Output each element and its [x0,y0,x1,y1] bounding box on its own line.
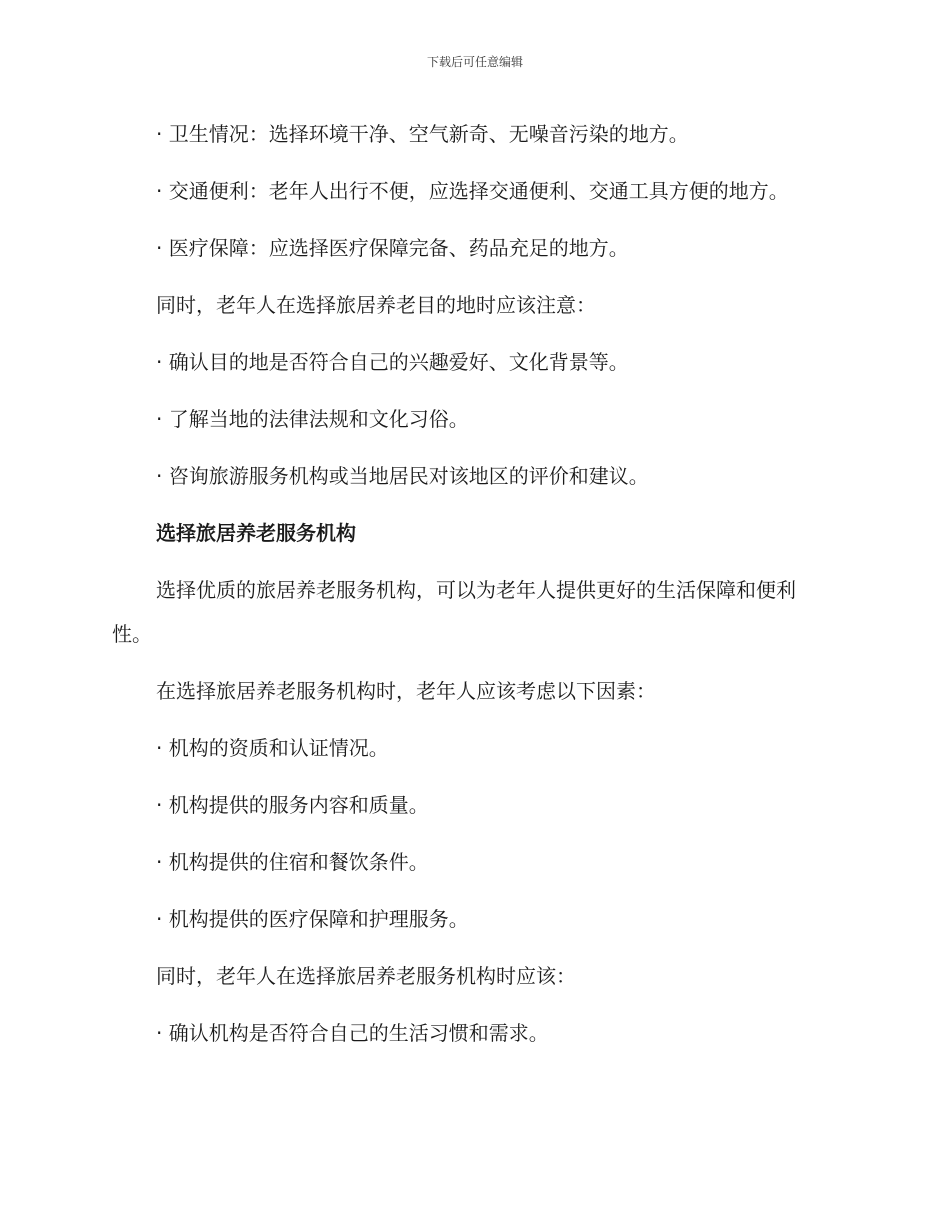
bullet-lodging: · 机构提供的住宿和餐饮条件。 [156,850,429,874]
bullet-consult: · 咨询旅游服务机构或当地居民对该地区的评价和建议。 [156,464,649,488]
bullet-interests: · 确认目的地是否符合自己的兴趣爱好、文化背景等。 [156,350,629,374]
paragraph-destination-notes: 同时，老年人在选择旅居养老目的地时应该注意： [156,293,596,317]
paragraph-institution-intro: 选择优质的旅居养老服务机构，可以为老年人提供更好的生活保障和便利性。 [112,578,796,646]
section-heading: 选择旅居养老服务机构 [156,521,356,545]
document-body [112,112,834,1068]
bullet-service-quality: · 机构提供的服务内容和质量。 [156,793,429,817]
paragraph-institution-notes: 同时，老年人在选择旅居养老服务机构时应该： [156,964,576,988]
page-header: 下载后可任意编辑 [426,55,523,69]
bullet-hygiene: · 卫生情况：选择环境干净、空气新奇、无噪音污染的地方。 [156,122,689,146]
bullet-medical: · 医疗保障：应选择医疗保障完备、药品充足的地方。 [156,236,629,260]
paragraph-institution-factors: 在选择旅居养老服务机构时，老年人应该考虑以下因素： [156,679,656,703]
bullet-transport: · 交通便利：老年人出行不便，应选择交通便利、交通工具方便的地方。 [156,179,789,203]
bullet-local-laws: · 了解当地的法律法规和文化习俗。 [156,407,469,431]
bullet-habits: · 确认机构是否符合自己的生活习惯和需求。 [156,1021,549,1045]
bullet-qualification: · 机构的资质和认证情况。 [156,736,389,760]
bullet-medical-care: · 机构提供的医疗保障和护理服务。 [156,907,469,931]
